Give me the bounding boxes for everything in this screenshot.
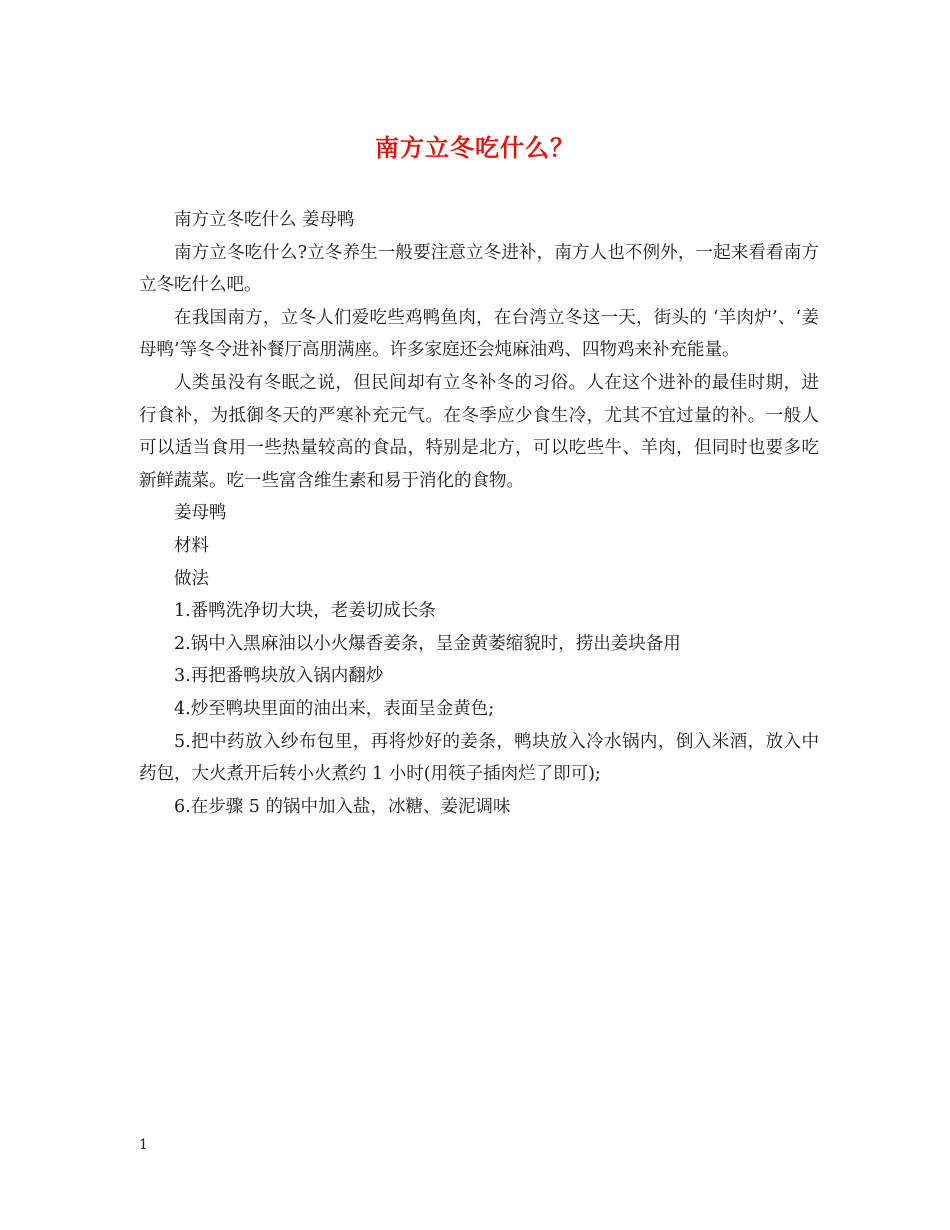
step-1: 1.番鸭洗净切大块，老姜切成长条: [174, 601, 436, 622]
step-4: 4.炒至鸭块里面的油出来，表面呈金黄色;: [174, 698, 495, 719]
ingredients-heading: 材料: [174, 535, 209, 556]
step-6: 6.在步骤 5 的锅中加入盐，冰糖、姜泥调味: [174, 796, 511, 817]
south-custom-paragraph: 在我国南方，立冬人们爱吃些鸡鸭鱼肉，在台湾立冬这一天，街头的 ‘羊肉炉’、‘姜母鸭’等冬令进补餐厅高朋满座。许多家庭还会炖麻油鸡、四物鸡来补充能量。: [139, 307, 819, 361]
step-3: 3.再把番鸭块放入锅内翻炒: [174, 666, 384, 687]
step-2: 2.锅中入黑麻油以小火爆香姜条，呈金黄萎缩貌时，捞出姜块备用: [174, 633, 681, 654]
subtitle-paragraph: 南方立冬吃什么 姜母鸭: [174, 210, 355, 230]
recipe-name: 姜母鸭: [174, 503, 227, 524]
step-5: 5.把中药放入纱布包里，再将炒好的姜条，鸭块放入冷水锅内，倒入米酒，放入中药包，大火煮开后转小火煮约 1 小时(用筷子插肉烂了即可);: [139, 731, 819, 785]
method-heading: 做法: [174, 568, 209, 589]
winter-tonic-paragraph: 人类虽没有冬眠之说，但民间却有立冬补冬的习俗。人在这个进补的最佳时期，进行食补，为抵御冬天的严寒补充元气。在冬季应少食生冷，尤其不宜过量的补。一般人可以适当食用一些热量较高的食品，特别是北方，可以吃些牛、羊肉，但同时也要多吃新鲜蔬菜。吃一些富含维生素和易于消化的食物。: [139, 372, 819, 491]
document-body: [139, 204, 819, 823]
intro-paragraph: 南方立冬吃什么?立冬养生一般要注意立冬进补，南方人也不例外，一起来看看南方立冬吃什么吧。: [139, 242, 819, 296]
page-number: 1: [139, 1137, 148, 1153]
document-title: 南方立冬吃什么？: [375, 133, 575, 162]
